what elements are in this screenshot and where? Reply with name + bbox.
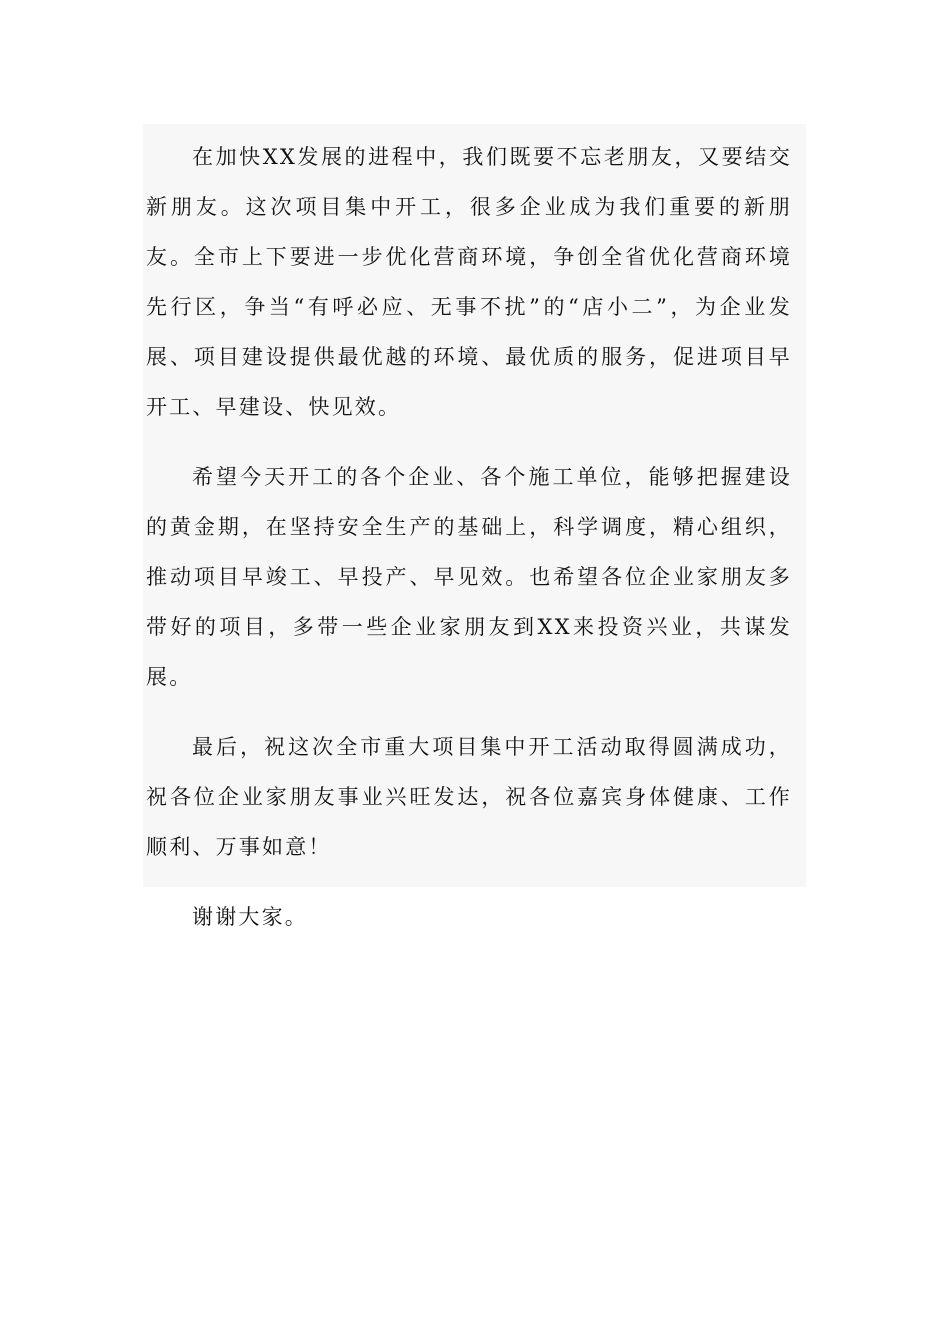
paragraph-2: 希望今天开工的各个企业、各个施工单位，能够把握建设的黄金期，在坚持安全生产的基础上，科学调度，精心组织，推动项目早竣工、早投产、早见效。也希望各位企业家朋友多带好的项目，多带一些企业家朋友到XX来投资兴业，共谋发展。 bbox=[146, 465, 792, 689]
speech-text-block bbox=[143, 124, 806, 929]
paragraph-4: 谢谢大家。 bbox=[192, 905, 308, 929]
paragraph-3: 最后，祝这次全市重大项目集中开工活动取得圆满成功，祝各位企业家朋友事业兴旺发达，祝各位嘉宾身体健康、工作顺利、万事如意！ bbox=[146, 735, 792, 859]
paragraph-1: 在加快XX发展的进程中，我们既要不忘老朋友，又要结交新朋友。这次项目集中开工，很多企业成为我们重要的新朋友。全市上下要进一步优化营商环境，争创全省优化营商环境先行区，争当“有呼必应、无事不扰”的“店小二”，为企业发展、项目建设提供最优越的环境、最优质的服务，促进项目早开工、早建设、快见效。 bbox=[146, 145, 792, 419]
